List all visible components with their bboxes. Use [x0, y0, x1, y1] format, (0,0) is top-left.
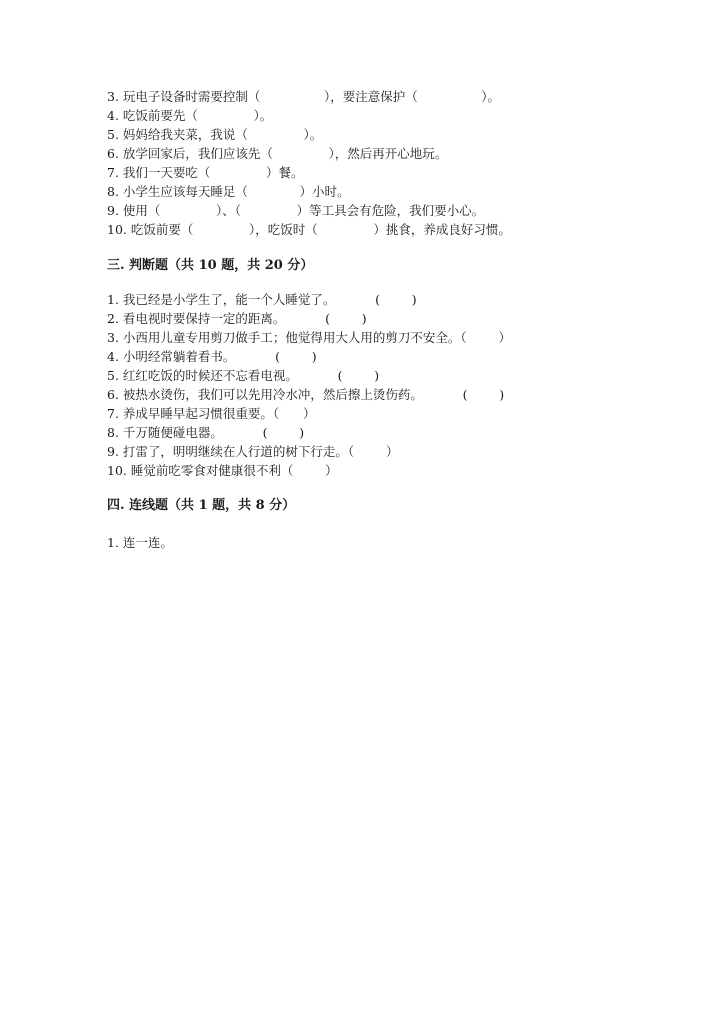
- section-judge-heading: 三. 判断题（共 10 题，共 20 分）: [107, 258, 314, 273]
- section-match-heading: 四. 连线题（共 1 题，共 8 分）: [107, 498, 296, 513]
- judge-question-4: 4. 小明经常躺着看书。 ( ): [107, 349, 317, 364]
- judge-question-3: 3. 小西用儿童专用剪刀做手工；他觉得用大人用的剪刀不安全。（ ）: [107, 330, 511, 345]
- fill-question-6: 6. 放学回家后，我们应该先（ ），然后再开心地玩。: [107, 146, 448, 161]
- fill-question-4: 4. 吃饭前要先（ ）。: [107, 108, 273, 123]
- judge-question-5: 5. 红红吃饭的时候还不忘看电视。 ( ): [107, 368, 380, 383]
- fill-question-8: 8. 小学生应该每天睡足（ ）小时。: [107, 184, 350, 199]
- fill-question-10: 10. 吃饭前要（ ），吃饭时（ ）挑食，养成良好习惯。: [107, 222, 511, 237]
- fill-question-5: 5. 妈妈给我夹菜，我说（ ）。: [107, 127, 323, 142]
- fill-question-9: 9. 使用（ ）、（ ）等工具会有危险，我们要小心。: [107, 203, 485, 218]
- judge-question-6: 6. 被热水烫伤，我们可以先用冷水冲，然后擦上烫伤药。 ( ): [107, 387, 505, 402]
- judge-question-8: 8. 千万随便碰电器。 ( ): [107, 425, 305, 440]
- match-question-1: 1. 连一连。: [107, 535, 173, 550]
- judge-question-1: 1. 我已经是小学生了，能一个人睡觉了。 ( ): [107, 292, 417, 307]
- fill-question-7: 7. 我们一天要吃（ ）餐。: [107, 165, 304, 180]
- judge-question-9: 9. 打雷了，明明继续在人行道的树下行走。（ ）: [107, 444, 399, 459]
- judge-question-7: 7. 养成早睡早起习惯很重要。（ ）: [107, 406, 316, 421]
- fill-question-3: 3. 玩电子设备时需要控制（ ），要注意保护（ ）。: [107, 89, 501, 104]
- judge-question-10: 10. 睡觉前吃零食对健康很不利（ ）: [107, 463, 338, 478]
- judge-question-2: 2. 看电视时要保持一定的距离。 ( ): [107, 311, 367, 326]
